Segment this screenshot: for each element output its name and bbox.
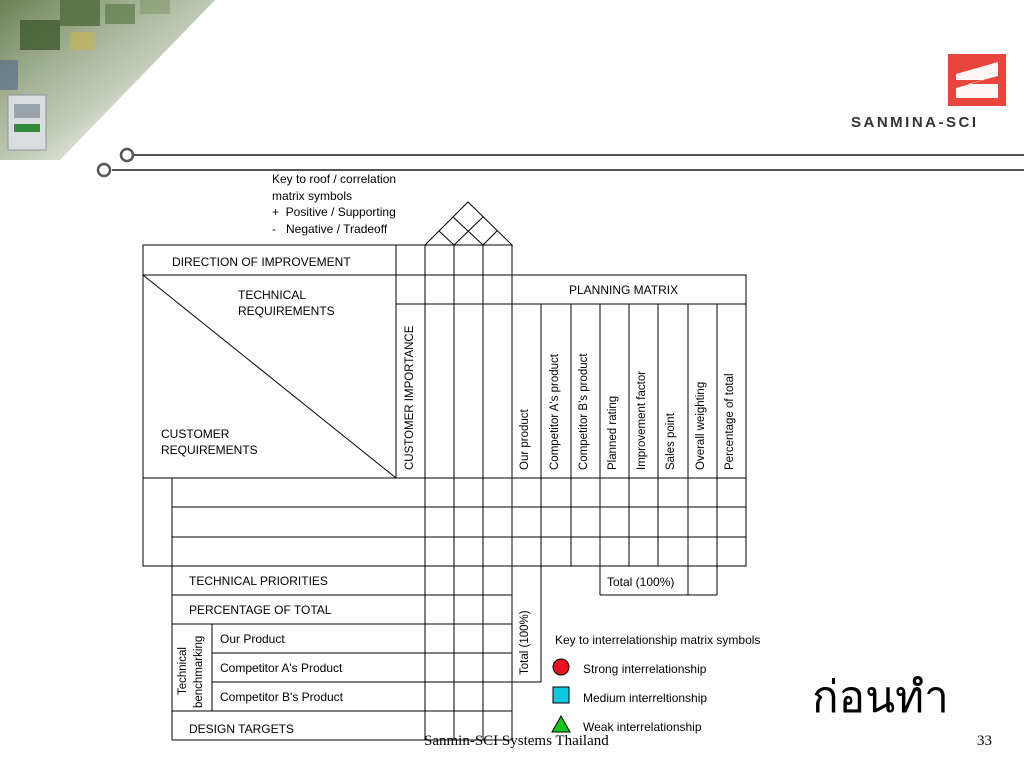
medium-interrelationship-label: Medium interreltionship (583, 691, 708, 705)
planning-column-improvement-factor: Improvement factor (636, 370, 648, 470)
planning-column-sales-point: Sales point (665, 413, 677, 470)
customer-requirements-label-1: CUSTOMER (161, 427, 230, 441)
customer-requirements-label-2: REQUIREMENTS (161, 443, 258, 457)
benchmark-competitor-a: Competitor A's Product (220, 661, 343, 675)
footer-company: Sanmin-SCI Systems Thailand (424, 733, 609, 749)
technical-benchmarking-label-1: Technical (177, 647, 189, 695)
roof-key-line-1: Key to roof / correlation (272, 172, 397, 186)
benchmark-competitor-b: Competitor B's Product (220, 690, 344, 704)
customer-importance-label: CUSTOMER IMPORTANCE (404, 325, 416, 470)
weak-interrelationship-icon (552, 716, 570, 732)
technical-requirements-label-2: REQUIREMENTS (238, 304, 335, 318)
planning-column-percentage-of-total: Percentage of total (724, 373, 736, 470)
strong-interrelationship-icon (553, 659, 569, 675)
technical-requirements-label-1: TECHNICAL (238, 288, 307, 302)
total-100-label: Total (100%) (607, 575, 675, 589)
planning-column-competitor-a: Competitor A's product (549, 354, 561, 470)
planning-column-overall-weighting: Overall weighting (695, 381, 707, 470)
planning-column-planned-rating: Planned rating (607, 395, 619, 470)
direction-of-improvement-label: DIRECTION OF IMPROVEMENT (172, 255, 351, 269)
design-targets-label: DESIGN TARGETS (189, 722, 294, 736)
planning-column-our-product: Our product (519, 409, 531, 470)
medium-interrelationship-icon (553, 687, 569, 703)
strong-interrelationship-label: Strong interrelationship (583, 662, 707, 676)
weak-interrelationship-label: Weak interrelationship (583, 720, 702, 734)
total-100-vertical-label: Total (100%) (519, 610, 531, 675)
roof-key-negative: - Negative / Tradeoff (272, 222, 388, 236)
interrelationship-key-title: Key to interrelationship matrix symbols (555, 633, 761, 647)
planning-column-competitor-b: Competitor B's product (578, 353, 590, 470)
footer-page-number: 33 (977, 733, 992, 749)
planning-matrix-label: PLANNING MATRIX (569, 283, 679, 297)
benchmark-our-product: Our Product (220, 632, 285, 646)
technical-priorities-label: TECHNICAL PRIORITIES (189, 574, 328, 588)
thai-title: ก่อนทำ (812, 672, 949, 723)
technical-benchmarking-label-2: benchmarking (193, 635, 205, 708)
roof-key-line-2: matrix symbols (272, 189, 353, 203)
brand-name: SANMINA-SCI (851, 114, 979, 131)
percentage-of-total-label: PERCENTAGE OF TOTAL (189, 603, 332, 617)
roof-key-positive: + Positive / Supporting (272, 205, 396, 219)
